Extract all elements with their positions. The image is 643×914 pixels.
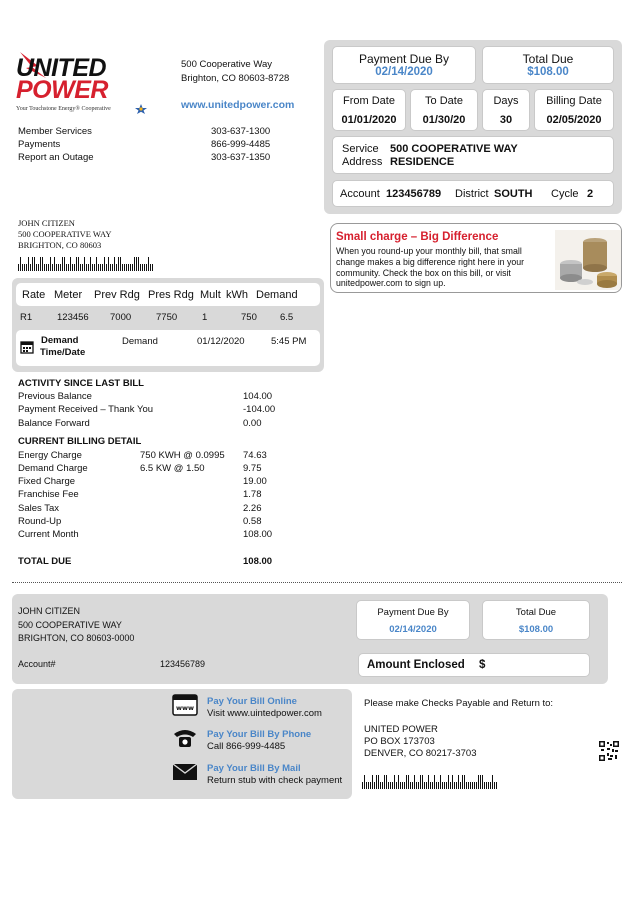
envelope-icon — [172, 761, 198, 783]
stub-customer-street: 500 COOPERATIVE WAY — [18, 620, 122, 630]
demand-date: 01/12/2020 — [197, 336, 245, 347]
meter-header-pres-rdg: Pres Rdg — [148, 289, 194, 301]
stub-payment-due-box — [356, 600, 470, 640]
payment-due-box — [332, 46, 476, 84]
to-date-label: To Date — [425, 95, 463, 107]
logo — [16, 50, 151, 120]
contact-phone[interactable]: 303-637-1350 — [211, 152, 271, 163]
total-due-value: $108.00 — [527, 66, 569, 78]
remit-po-box: PO BOX 173703 — [364, 736, 435, 747]
charge-sales-tax: Sales Tax — [18, 503, 60, 514]
charge-current-month: Current Month — [18, 529, 79, 540]
to-date-box — [410, 89, 478, 131]
charge-current-month-amount: 108.00 — [243, 529, 273, 540]
remit-barcode — [362, 775, 497, 789]
meter-row — [16, 310, 320, 326]
days-label: Days — [493, 95, 519, 107]
to-date-value: 01/30/20 — [422, 114, 466, 126]
stub-payment-due-value: 02/14/2020 — [389, 624, 437, 635]
charge-demand: Demand Charge — [18, 463, 88, 474]
stub-total-due-value: $108.00 — [518, 624, 554, 635]
pay-mail-title[interactable]: Pay Your Bill By Mail — [207, 763, 301, 774]
company-website-link[interactable]: www.unitedpower.com — [181, 99, 295, 111]
account-info-box — [332, 180, 614, 207]
customer-street: 500 COOPERATIVE WAY — [18, 229, 112, 239]
calendar-icon — [20, 340, 34, 354]
total-due-box — [482, 46, 614, 84]
activity-previous-balance-amount: 104.00 — [243, 391, 273, 402]
from-date-label: From Date — [343, 95, 395, 107]
from-date-value: 01/01/2020 — [341, 114, 397, 126]
billing-date-label: Billing Date — [546, 95, 602, 107]
stub-total-due-box — [482, 600, 590, 640]
meter-header-demand: Demand — [256, 289, 298, 301]
www-icon — [172, 694, 198, 716]
meter-mult: 1 — [202, 312, 208, 323]
from-date-box — [332, 89, 406, 131]
cycle-value: 2 — [587, 188, 594, 200]
stub-customer-name: JOHN CITIZEN — [18, 606, 80, 616]
billing-heading: CURRENT BILLING DETAIL — [18, 436, 142, 447]
charge-round-up-amount: 0.58 — [243, 516, 262, 527]
district-value: SOUTH — [494, 188, 533, 200]
district-label: District — [455, 188, 489, 200]
days-value: 30 — [499, 114, 513, 126]
meter-number: 123456 — [57, 312, 89, 323]
service-value: 500 COOPERATIVE WAY — [390, 143, 518, 155]
coins-image — [555, 230, 621, 290]
activity-heading: ACTIVITY SINCE LAST BILL — [18, 378, 144, 389]
address-value: RESIDENCE — [390, 156, 455, 168]
demand-label-1: Demand — [41, 335, 79, 346]
charge-energy-amount: 74.63 — [243, 450, 267, 461]
company-address-1: 500 Cooperative Way — [181, 59, 273, 70]
logo-power: POWER — [16, 76, 108, 104]
contact-label: Payments — [18, 139, 61, 150]
stub-customer-city: BRIGHTON, CO 80603-0000 — [18, 633, 135, 643]
payment-due-value: 02/14/2020 — [375, 66, 433, 78]
svg-text:www: www — [175, 704, 195, 712]
pay-phone-text: Call 866-999-4485 — [207, 741, 286, 752]
remit-city: DENVER, CO 80217-3703 — [364, 748, 477, 759]
customer-name: JOHN CITIZEN — [18, 218, 75, 228]
stub-payment-due-label: Payment Due By — [377, 607, 449, 618]
postal-barcode — [18, 257, 153, 271]
contact-phone[interactable]: 303-637-1300 — [211, 126, 271, 137]
activity-previous-balance: Previous Balance — [18, 391, 92, 402]
demand-label-2: Time/Date — [40, 347, 86, 358]
charge-fixed-amount: 19.00 — [243, 476, 267, 487]
meter-prev-rdg: 7000 — [110, 312, 132, 323]
logo-tagline: Your Touchstone Energy® Cooperative — [16, 106, 111, 112]
billing-date-value: 02/05/2020 — [546, 114, 602, 126]
activity-balance-forward-amount: 0.00 — [243, 418, 262, 429]
charge-franchise-fee-amount: 1.78 — [243, 489, 262, 500]
activity-balance-forward: Balance Forward — [18, 418, 90, 429]
charge-demand-detail: 6.5 KW @ 1.50 — [140, 463, 205, 474]
promo-title: Small charge – Big Difference — [336, 231, 499, 243]
service-address-box — [332, 136, 614, 174]
days-box — [482, 89, 530, 131]
total-due-amount: 108.00 — [243, 556, 273, 567]
account-value: 123456789 — [386, 188, 442, 200]
pay-online-title[interactable]: Pay Your Bill Online — [207, 696, 297, 707]
round-up-promo[interactable] — [330, 223, 622, 293]
meter-rate: R1 — [20, 312, 33, 323]
pay-phone-title[interactable]: Pay Your Bill By Phone — [207, 729, 312, 740]
stub-account-value: 123456789 — [160, 659, 206, 669]
charge-franchise-fee: Franchise Fee — [18, 489, 79, 500]
stub-account-label: Account# — [18, 659, 56, 669]
charge-energy: Energy Charge — [18, 450, 82, 461]
service-label: Service — [342, 143, 379, 155]
qr-code-icon — [599, 741, 619, 761]
contact-label: Report an Outage — [18, 152, 94, 163]
charge-energy-detail: 750 KWH @ 0.0995 — [140, 450, 225, 461]
amount-enclosed-symbol: $ — [479, 659, 486, 671]
contact-label: Member Services — [18, 126, 92, 137]
stub-total-due-label: Total Due — [515, 607, 557, 618]
pay-mail-text: Return stub with check payment — [207, 775, 343, 786]
amount-enclosed-field[interactable] — [358, 653, 590, 677]
meter-header-mult: Mult — [200, 289, 221, 301]
total-due-label: Total Due — [522, 52, 574, 66]
remit-name: UNITED POWER — [364, 724, 438, 735]
logo-united: UNITED — [16, 54, 107, 82]
charge-sales-tax-amount: 2.26 — [243, 503, 262, 514]
meter-header-kwh: kWh — [226, 289, 248, 301]
account-label: Account — [340, 188, 380, 200]
total-due-label: TOTAL DUE — [18, 556, 72, 567]
demand-time-box — [16, 330, 320, 366]
amount-enclosed-label: Amount Enclosed — [367, 659, 465, 671]
meter-header — [16, 283, 320, 306]
demand-type: Demand — [122, 336, 158, 347]
customer-city: BRIGHTON, CO 80603 — [18, 240, 102, 250]
meter-pres-rdg: 7750 — [156, 312, 178, 323]
billing-date-box — [534, 89, 614, 131]
demand-time: 5:45 PM — [271, 336, 307, 347]
cycle-label: Cycle — [551, 188, 579, 200]
telephone-icon — [172, 727, 198, 749]
promo-text: When you round-up your monthly bill, that small change makes a big difference right here in your community. Check the box on this bill, or visit unitedpower.com to sign up. — [336, 246, 525, 289]
touchstone-star-icon — [134, 104, 148, 114]
address-label: Address — [342, 156, 383, 168]
meter-kwh: 750 — [241, 312, 257, 323]
charge-fixed: Fixed Charge — [18, 476, 76, 487]
activity-payment-received-amount: -104.00 — [243, 404, 276, 415]
meter-header-prev-rdg: Prev Rdg — [94, 289, 140, 301]
company-address-2: Brighton, CO 80603-8728 — [181, 73, 290, 84]
meter-header-rate: Rate — [22, 289, 46, 301]
activity-payment-received: Payment Received – Thank You — [18, 404, 154, 415]
charge-demand-amount: 9.75 — [243, 463, 262, 474]
remit-heading: Please make Checks Payable and Return to: — [364, 698, 554, 709]
meter-header-meter: Meter — [54, 289, 83, 301]
payment-due-label: Payment Due By — [358, 52, 450, 66]
contact-phone[interactable]: 866-999-4485 — [211, 139, 271, 150]
pay-online-text: Visit www.uintedpower.com — [207, 708, 322, 719]
tear-off-divider — [12, 582, 622, 583]
charge-round-up: Round-Up — [18, 516, 62, 527]
meter-demand: 6.5 — [280, 312, 294, 323]
